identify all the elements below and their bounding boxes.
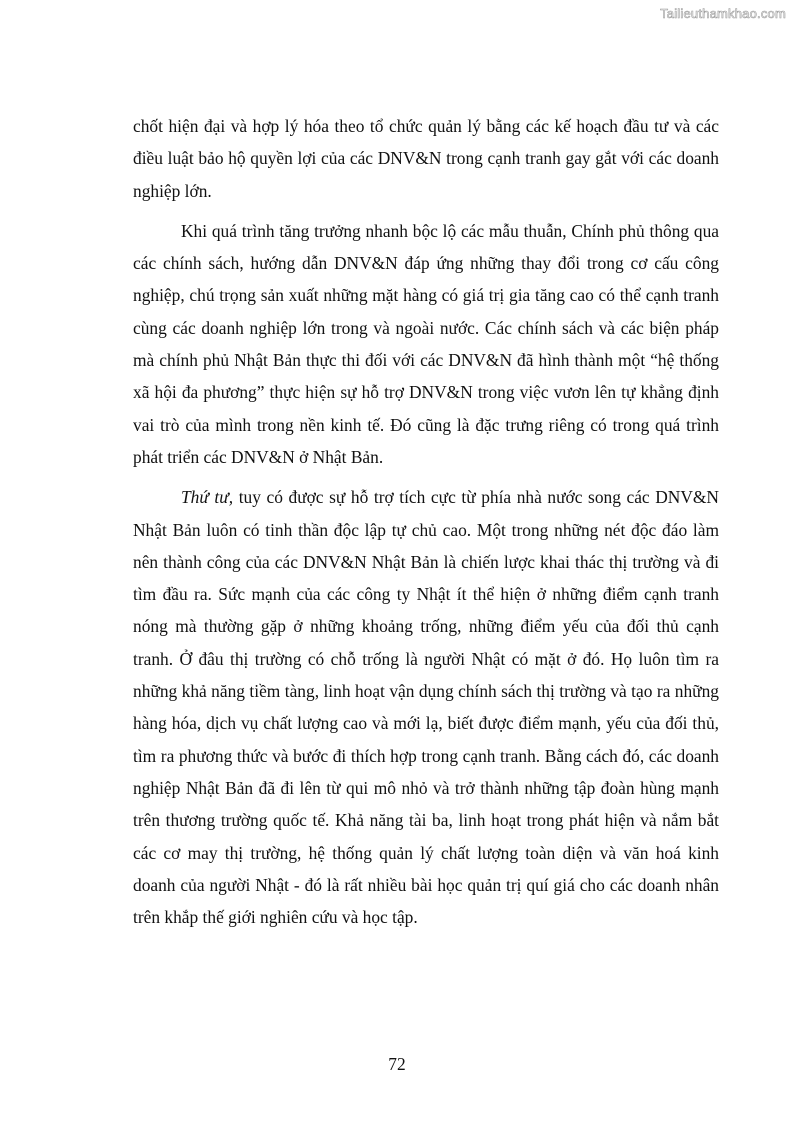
paragraph-fourth-point bbox=[133, 481, 719, 933]
watermark: Tailieuthamkhao.com bbox=[660, 6, 786, 21]
page-number: 72 bbox=[388, 1054, 406, 1074]
paragraph-government-policy bbox=[133, 215, 719, 473]
paragraph-lead-italic: Thứ tư, bbox=[181, 487, 234, 508]
paragraph-text: chốt hiện đại và hợp lý hóa theo tổ chức quản lý bằng các kế hoạch đầu tư và các điều luật bảo hộ quyền lợi của các DNV&N trong cạnh tranh gay gắt với các doanh nghiệp lớn. bbox=[133, 116, 719, 201]
document-body bbox=[133, 110, 719, 941]
paragraph-text: Khi quá trình tăng trưởng nhanh bộc lộ các mẫu thuẫn, Chính phủ thông qua các chính sách, hướng dẫn DNV&N đáp ứng những thay đổi trong cơ cấu công nghiệp, chú trọng sản xuất những mặt hàng có giá trị gia tăng cao có thể cạnh tranh cùng các doanh nghiệp lớn trong và ngoài nước. Các chính sách và các biện pháp mà chính phủ Nhật Bản thực thi đối với các DNV&N đã hình thành một “hệ thống xã hội đa phương” thực hiện sự hỗ trợ DNV&N trong việc vươn lên tự khẳng định vai trò của mình trong nền kinh tế. Đó cũng là đặc trưng riêng có trong quá trình phát triển các DNV&N ở Nhật Bản. bbox=[133, 220, 719, 467]
paragraph-continuation bbox=[133, 110, 719, 207]
paragraph-text: tuy có được sự hỗ trợ tích cực từ phía nhà nước song các DNV&N Nhật Bản luôn có tinh thần độc lập tự chủ cao. Một trong những nét độc đáo làm nên thành công của các DNV&N Nhật Bản là chiến lược khai thác thị trường và đi tìm đầu ra. Sức mạnh của các công ty Nhật ít thể hiện ở những điểm cạnh tranh nóng mà thường gặp ở những khoảng trống, những điểm yếu của đối thủ cạnh tranh. Ở đâu thị trường có chỗ trống là người Nhật có mặt ở đó. Họ luôn tìm ra những khả năng tiềm tàng, linh hoạt vận dụng chính sách thị trường và tạo ra những hàng hóa, dịch vụ chất lượng cao và mới lạ, biết được điểm mạnh, yếu của đối thủ, tìm ra phương thức và bước đi thích hợp trong cạnh tranh. Bằng cách đó, các doanh nghiệp Nhật Bản đã đi lên từ qui mô nhỏ và trở thành những tập đoàn hùng mạnh trên thương trường quốc tế. Khả năng tài ba, linh hoạt trong phát hiện và nắm bắt các cơ may thị trường, hệ thống quản lý chất lượng toàn diện và văn hoá kinh doanh của người Nhật - đó là rất nhiều bài học quản trị quí giá cho các doanh nhân trên khắp thế giới nghiên cứu và học tập. bbox=[133, 487, 719, 928]
